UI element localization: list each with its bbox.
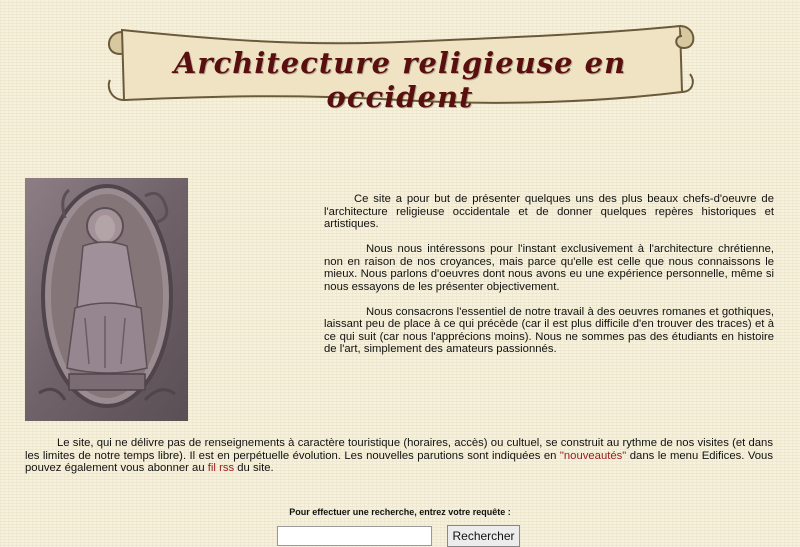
intro-paragraph-3: Nous consacrons l'essentiel de notre travail à des oeuvres romanes et gothiques, laissant peu de place à ce qui précède (car il est plus difficile d'en trouver des traces) et à ce qui suit (car nous l'apprécions moins). Nous ne sommes pas des étudiants en histoire de l'art, simplement des amateurs passionnés. (324, 305, 774, 355)
site-info-text-3: du site. (234, 462, 274, 474)
nouveautes-link[interactable]: "nouveautés" (559, 449, 627, 462)
intro-paragraph-1: Ce site a pour but de présenter quelques uns des plus beaux chefs-d'oeuvre de l'architecture religieuse occidentale et de donner quelques repères historiques et artistiques. (324, 193, 774, 230)
intro-text (324, 193, 774, 368)
intro-paragraph-2: Nous nous intéressons pour l'instant exclusivement à l'architecture chrétienne, non en raison de nos croyances, mais parce qu'elle est celle que nous connaissons le mieux. Nous parlons d'oeuvres dont nous avons eu une expérience personnelle, même si nous essayons de les présenter objectivement. (324, 243, 774, 293)
rss-feed-link[interactable]: fil rss (207, 462, 235, 474)
site-info-text-1: Le site, qui ne délivre pas de renseignements à caractère touristique (horaires, accès) ou cultuel, se construit au rythme de nos visites (et dans les limites de notre temps libre). Il est en perpétuelle évolution. Les nouvelles parutions sont indiquées en (25, 437, 773, 462)
sculpture-illustration (25, 178, 188, 421)
site-info-text-2: dans le menu Edifices. Vous pouvez également vous abonner au (25, 449, 773, 474)
search-button[interactable]: Rechercher (447, 525, 520, 547)
site-info-paragraph (25, 437, 773, 475)
search-label: Pour effectuer une recherche, entrez votre requête : (289, 507, 511, 517)
site-title: Architecture religieuse en occident (173, 46, 627, 114)
christ-sculpture-image (25, 178, 188, 421)
search-input[interactable] (277, 526, 432, 546)
title-banner (100, 18, 700, 114)
